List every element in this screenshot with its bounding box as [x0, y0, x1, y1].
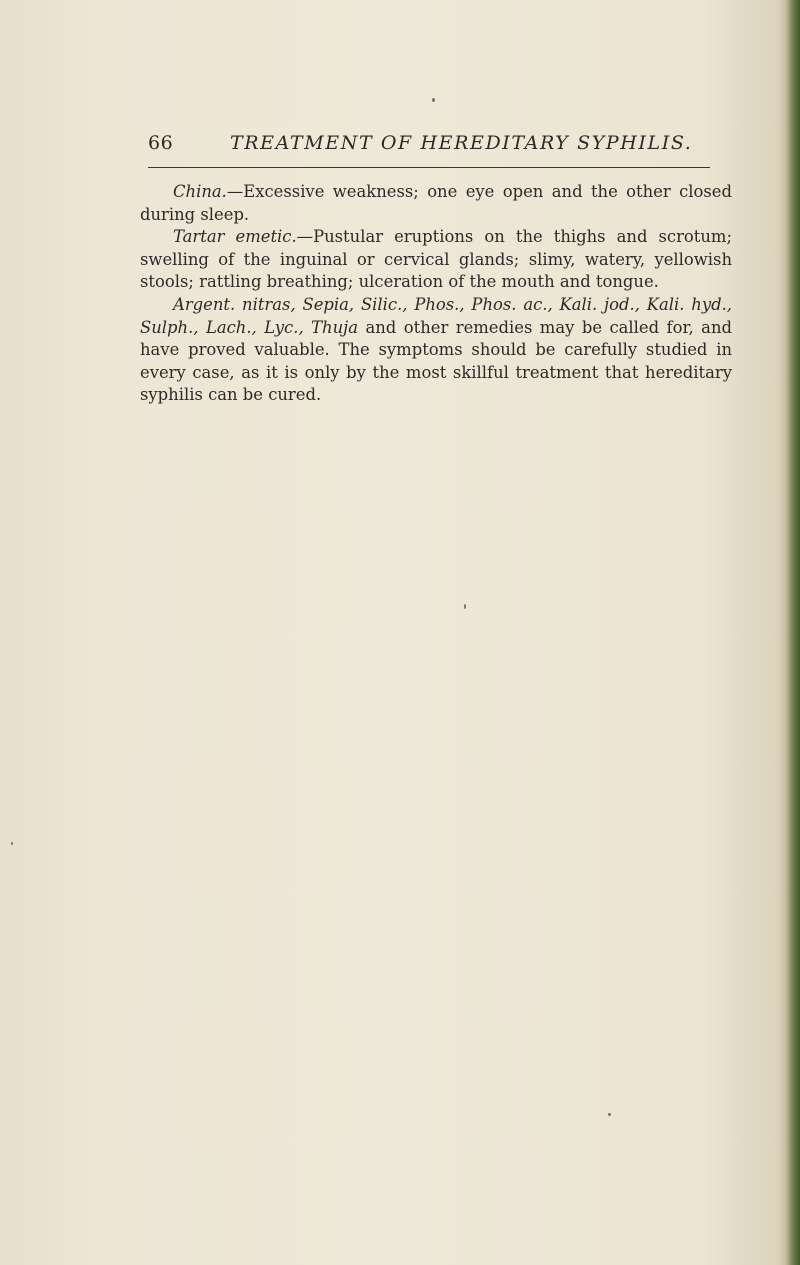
- running-head-title: TREATMENT OF HEREDITARY SYPHILIS.: [230, 132, 693, 154]
- paper-speck: [608, 1113, 611, 1116]
- running-head: [148, 132, 708, 162]
- page-number: 66: [148, 132, 174, 154]
- body-text: [140, 181, 732, 407]
- paper-speck: [432, 98, 435, 102]
- paragraph-tartar-emetic: [140, 226, 732, 294]
- paper-speck: [464, 604, 466, 609]
- paper-speck: [11, 842, 13, 845]
- remedy-name: China.: [173, 182, 227, 201]
- paragraph-text: and other remedies may be called for, and have proved valuable. The symptoms should be carefully studied in every case, as it is only by the most skillful treatment that hereditary syphilis can be cured.: [140, 317, 732, 405]
- paragraph-china: [140, 181, 732, 226]
- remedy-list: Argent. nitras, Sepia, Silic., Phos., Phos. ac., Kali. jod., Kali. hyd., Sulph., Lach., Lyc., Thuja: [140, 294, 732, 337]
- remedy-name: Tartar emetic.: [173, 227, 297, 247]
- paragraph-text: —Pustular eruptions on the thighs and scrotum; swelling of the inguinal or cervical glands; slimy, watery, yellowish stools; rattling breathing; ulceration of the mouth and tongue.: [140, 227, 732, 292]
- paragraph-other-remedies: [140, 294, 732, 407]
- page-edge-shadow: [778, 0, 800, 1265]
- header-rule: [148, 167, 710, 168]
- paragraph-text: —Excessive weakness; one eye open and the other closed during sleep.: [140, 182, 732, 224]
